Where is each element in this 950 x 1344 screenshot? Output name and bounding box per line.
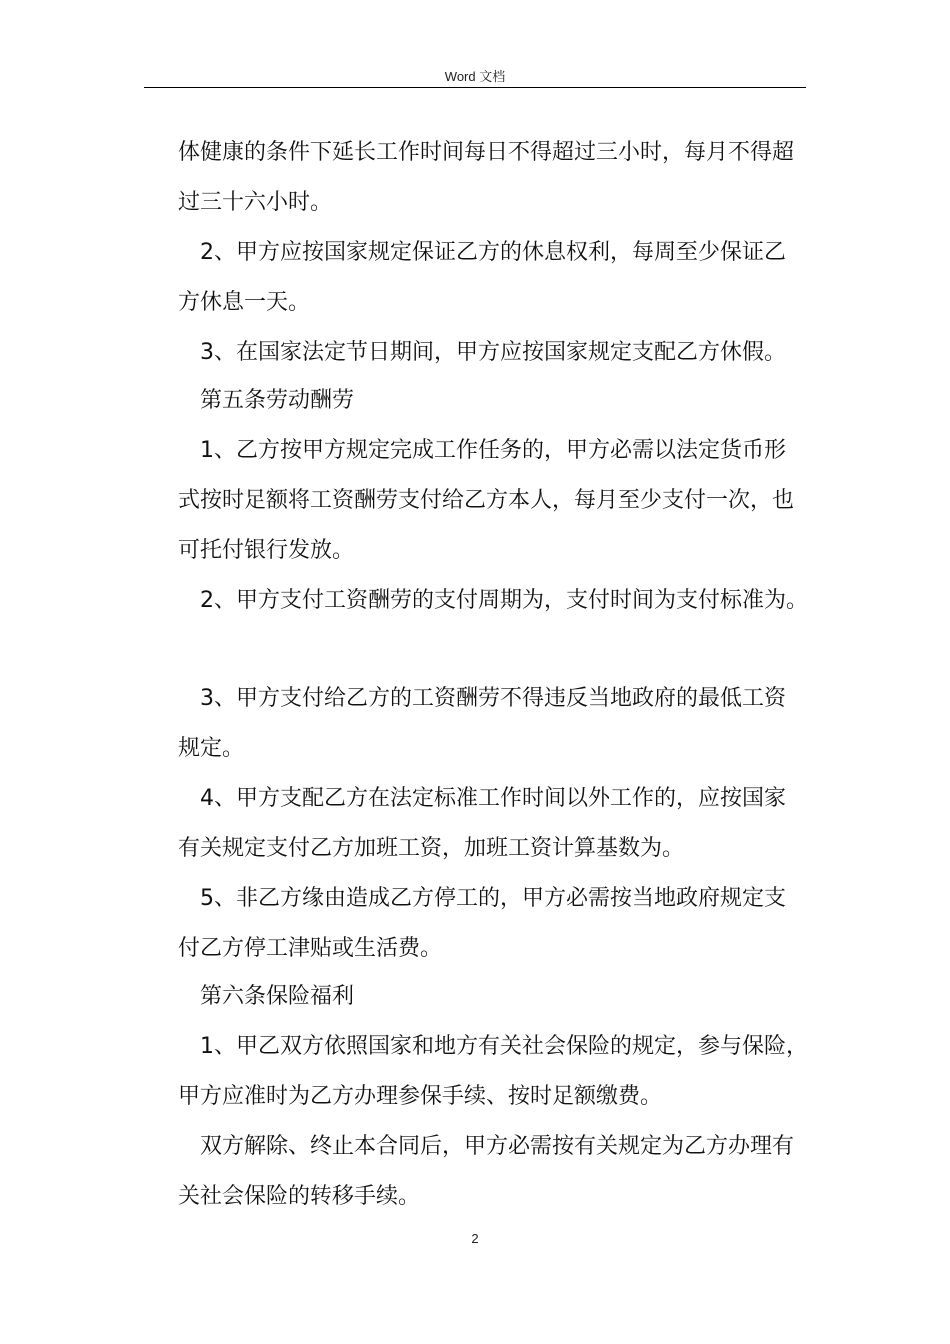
paragraph-line: 体健康的条件下延长工作时间每日不得超过三小时，每月不得超 (178, 140, 795, 165)
paragraph-line: 1、乙方按甲方规定完成工作任务的，甲方必需以法定货币形 (200, 438, 786, 463)
paragraph-line: 2、甲方应按国家规定保证乙方的休息权利，每周至少保证乙 (200, 240, 786, 265)
paragraph-line: 双方解除、终止本合同后，甲方必需按有关规定为乙方办理有 (200, 1134, 795, 1159)
paragraph-line: 5、非乙方缘由造成乙方停工的，甲方必需按当地政府规定支 (200, 886, 786, 911)
section-heading: 第六条保险福利 (200, 984, 355, 1009)
paragraph-line: 2、甲方支付工资酬劳的支付周期为，支付时间为支付标准为。 (200, 588, 808, 613)
paragraph-line: 付乙方停工津贴或生活费。 (178, 936, 443, 961)
paragraph-line: 关社会保险的转移手续。 (178, 1184, 421, 1209)
header-rule (144, 87, 806, 88)
section-heading: 第五条劳动酬劳 (200, 388, 355, 413)
paragraph-line: 方休息一天。 (178, 290, 311, 315)
paragraph-line: 3、甲方支付给乙方的工资酬劳不得违反当地政府的最低工资 (200, 686, 786, 711)
paragraph-line: 可托付银行发放。 (178, 538, 355, 563)
paragraph-line: 过三十六小时。 (178, 190, 333, 215)
paragraph-line: 式按时足额将工资酬劳支付给乙方本人，每月至少支付一次，也 (178, 488, 795, 513)
paragraph-line: 规定。 (178, 736, 245, 761)
paragraph-line: 甲方应准时为乙方办理参保手续、按时足额缴费。 (178, 1084, 663, 1109)
paragraph-line: 4、甲方支配乙方在法定标准工作时间以外工作的，应按国家 (200, 786, 786, 811)
paragraph-line: 有关规定支付乙方加班工资，加班工资计算基数为。 (178, 836, 685, 861)
page-number: 2 (471, 1231, 479, 1246)
paragraph-line: 3、在国家法定节日期间，甲方应按国家规定支配乙方休假。 (200, 340, 786, 365)
paragraph-line: 1、甲乙双方依照国家和地方有关社会保险的规定，参与保险， (200, 1034, 808, 1059)
page-header: Word 文档 (444, 69, 506, 84)
